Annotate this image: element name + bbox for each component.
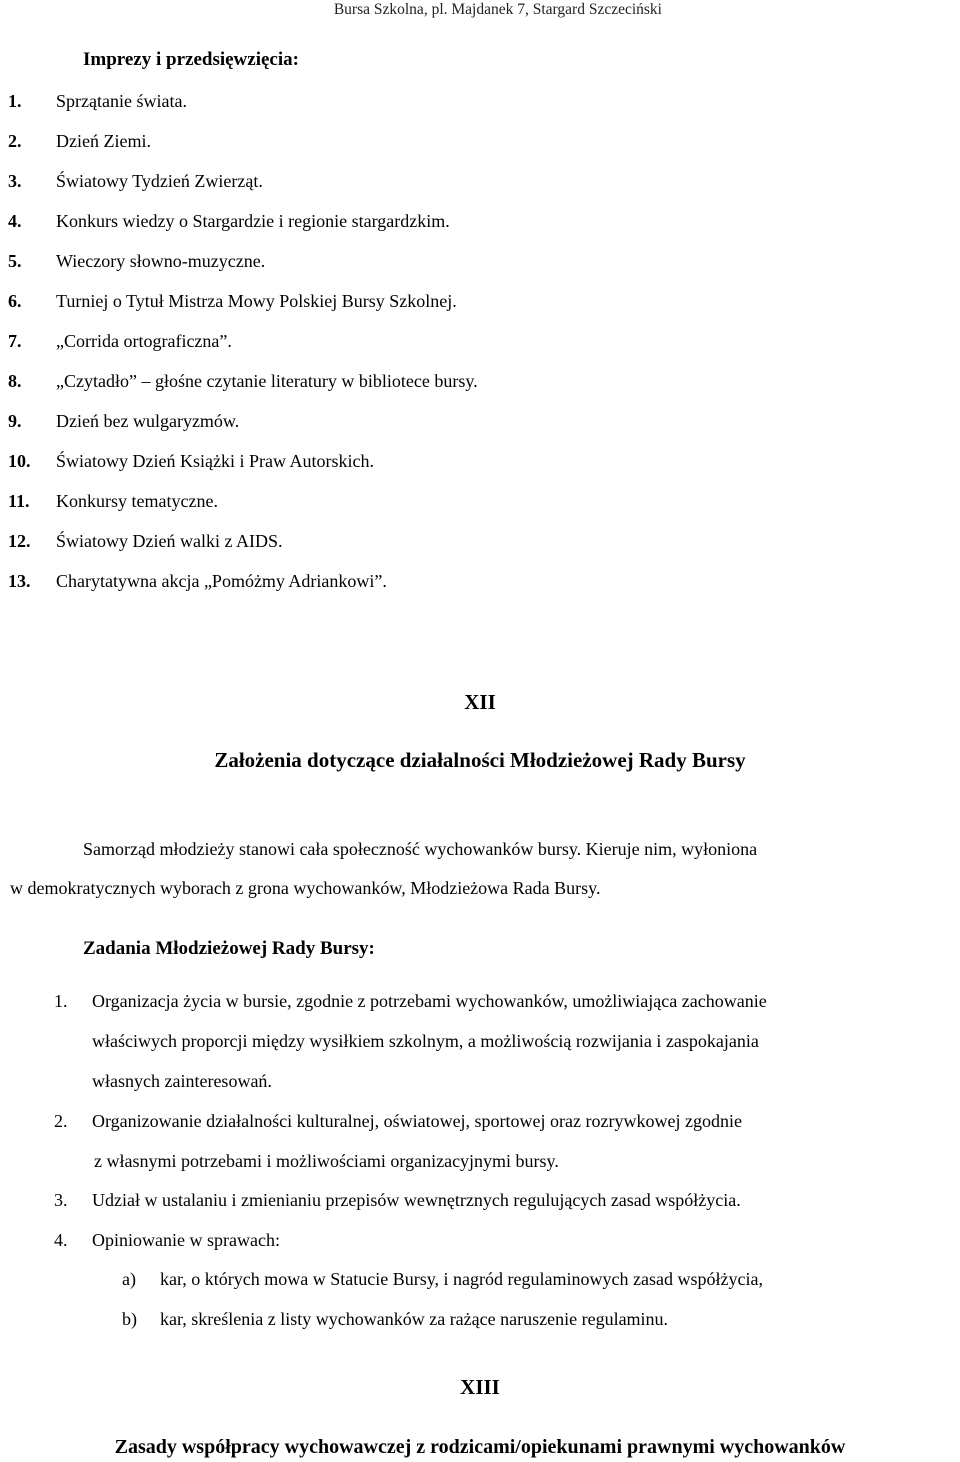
list-number: 2. bbox=[54, 1111, 68, 1131]
list-text: Sprzątanie świata. bbox=[56, 91, 187, 111]
tasks-heading: Zadania Młodzieżowej Rady Bursy: bbox=[83, 938, 375, 959]
intro-line-1: Samorząd młodzieży stanowi cała społeczność wychowanków bursy. Kieruje nim, wyłoniona bbox=[83, 839, 758, 859]
sub-item-letter: b) bbox=[122, 1309, 137, 1329]
list-text: Organizacja życia w bursie, zgodnie z potrzebami wychowanków, umożliwiająca zachowanie bbox=[92, 991, 767, 1011]
list-text: Dzień bez wulgaryzmów. bbox=[56, 411, 240, 431]
sub-item-text: kar, o których mowa w Statucie Bursy, i nagród regulaminowych zasad współżycia, bbox=[160, 1269, 763, 1289]
list-text: Opiniowanie w sprawach: bbox=[92, 1230, 280, 1250]
list-text: własnych zainteresowań. bbox=[92, 1071, 272, 1091]
list-number: 7. bbox=[8, 331, 22, 351]
list-text: „Czytadło” – głośne czytanie literatury w bibliotece bursy. bbox=[56, 371, 478, 391]
list-number: 1. bbox=[54, 991, 68, 1011]
list-text: Udział w ustalaniu i zmienianiu przepisów wewnętrznych regulujących zasad współżycia. bbox=[92, 1190, 741, 1210]
list-text: Światowy Dzień walki z AIDS. bbox=[56, 531, 283, 551]
list-text: Charytatywna akcja „Pomóżmy Adriankowi”. bbox=[56, 571, 387, 591]
section-title-xii: Założenia dotyczące działalności Młodzieżowej Rady Bursy bbox=[214, 748, 746, 772]
section-title-xiii: Zasady współpracy wychowawczej z rodzicami/opiekunami prawnymi wychowanków bbox=[114, 1436, 846, 1458]
list-number: 6. bbox=[8, 291, 22, 311]
list-text: Dzień Ziemi. bbox=[56, 131, 151, 151]
list-number: 11. bbox=[8, 491, 30, 511]
list-text: Wieczory słowno-muzyczne. bbox=[56, 251, 266, 271]
list-number: 8. bbox=[8, 371, 22, 391]
intro-line-2: w demokratycznych wyborach z grona wychowanków, Młodzieżowa Rada Bursy. bbox=[10, 878, 601, 898]
sub-item-letter: a) bbox=[122, 1269, 136, 1289]
section-number-xiii: XIII bbox=[460, 1375, 500, 1399]
list-text: z własnymi potrzebami i możliwościami organizacyjnymi bursy. bbox=[94, 1151, 559, 1171]
list-number: 4. bbox=[54, 1230, 68, 1250]
list-number: 2. bbox=[8, 131, 22, 151]
list-number: 1. bbox=[8, 91, 22, 111]
list-number: 9. bbox=[8, 411, 22, 431]
sub-item-a bbox=[122, 1265, 942, 1293]
list-text: „Corrida ortograficzna”. bbox=[56, 331, 232, 351]
page-header: Bursa Szkolna, pl. Majdanek 7, Stargard Szczeciński bbox=[333, 1, 662, 18]
list-text: Organizowanie działalności kulturalnej, oświatowej, sportowej oraz rozrywkowej zgodnie bbox=[92, 1111, 742, 1131]
sub-item-text: kar, skreślenia z listy wychowanków za rażące naruszenie regulaminu. bbox=[160, 1309, 669, 1329]
section-number-xii: XII bbox=[464, 690, 496, 714]
list-text: Konkurs wiedzy o Stargardzie i regionie stargardzkim. bbox=[56, 211, 450, 231]
list-text: Światowy Dzień Książki i Praw Autorskich. bbox=[56, 451, 374, 471]
list-number: 13. bbox=[8, 571, 31, 591]
list-text: właściwych proporcji między wysiłkiem szkolnym, a możliwością rozwijania i zaspokajania bbox=[92, 1031, 759, 1051]
list-text: Konkursy tematyczne. bbox=[56, 491, 218, 511]
list-number: 12. bbox=[8, 531, 31, 551]
list-number: 10. bbox=[8, 451, 31, 471]
list-text: Turniej o Tytuł Mistrza Mowy Polskiej Bursy Szkolnej. bbox=[56, 291, 457, 311]
list-number: 3. bbox=[54, 1190, 68, 1210]
list-number: 3. bbox=[8, 171, 22, 191]
list-number: 5. bbox=[8, 251, 22, 271]
sub-item-b bbox=[122, 1305, 942, 1333]
list-text: Światowy Tydzień Zwierząt. bbox=[56, 171, 263, 191]
list-number: 4. bbox=[8, 211, 22, 231]
events-heading: Imprezy i przedsięwzięcia: bbox=[83, 49, 299, 70]
